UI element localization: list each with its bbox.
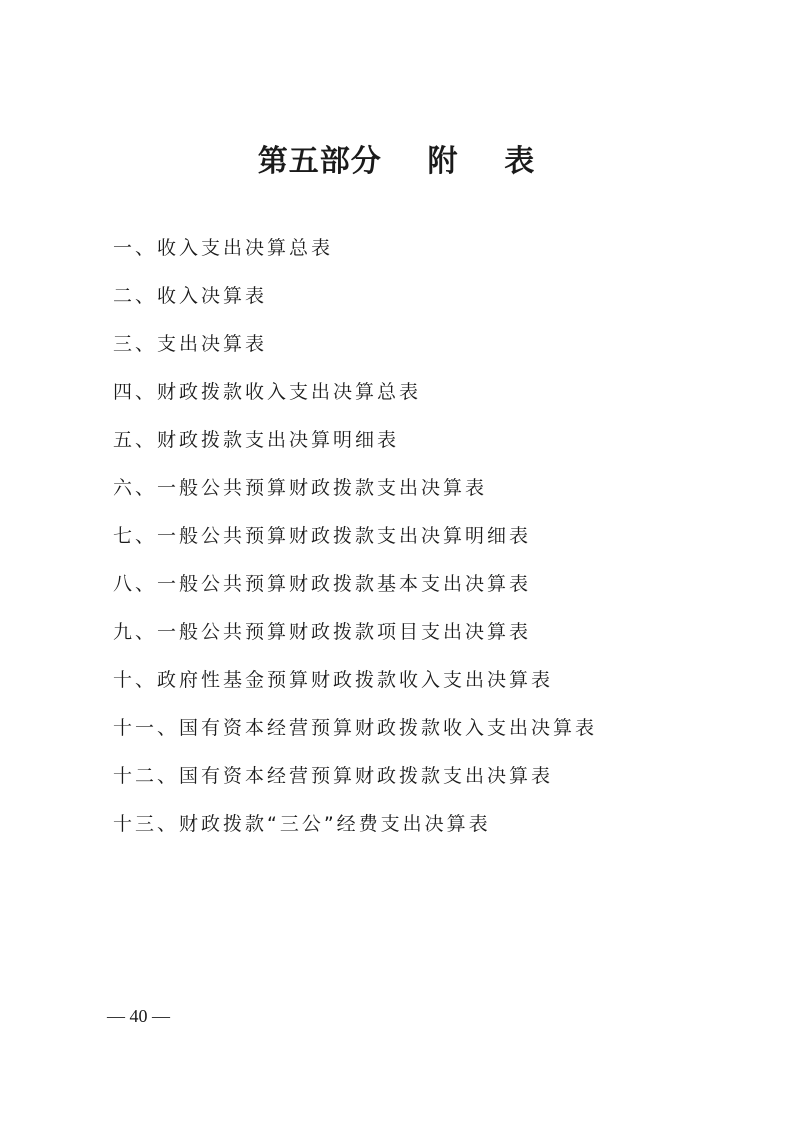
list-item: 四、财政拨款收入支出决算总表 <box>113 381 422 403</box>
appendix-table-list <box>113 224 597 848</box>
list-item: 一、收入支出决算总表 <box>113 237 334 259</box>
list-item: 七、一般公共预算财政拨款支出决算明细表 <box>113 525 532 547</box>
page-title: 第五部分 附 表 <box>257 144 536 179</box>
list-item: 十三、财政拨款“三公”经费支出决算表 <box>113 813 491 835</box>
list-item: 十一、国有资本经营预算财政拨款收入支出决算表 <box>113 717 598 739</box>
list-item: 五、财政拨款支出决算明细表 <box>113 429 400 451</box>
list-item: 十、政府性基金预算财政拨款收入支出决算表 <box>113 669 554 691</box>
list-item: 九、一般公共预算财政拨款项目支出决算表 <box>113 621 532 643</box>
list-item: 八、一般公共预算财政拨款基本支出决算表 <box>113 573 532 595</box>
page-number: — 40 — <box>107 1006 170 1026</box>
list-item: 六、一般公共预算财政拨款支出决算表 <box>113 477 488 499</box>
list-item: 三、支出决算表 <box>113 333 268 355</box>
list-item: 二、收入决算表 <box>113 285 268 307</box>
list-item: 十二、国有资本经营预算财政拨款支出决算表 <box>113 765 554 787</box>
